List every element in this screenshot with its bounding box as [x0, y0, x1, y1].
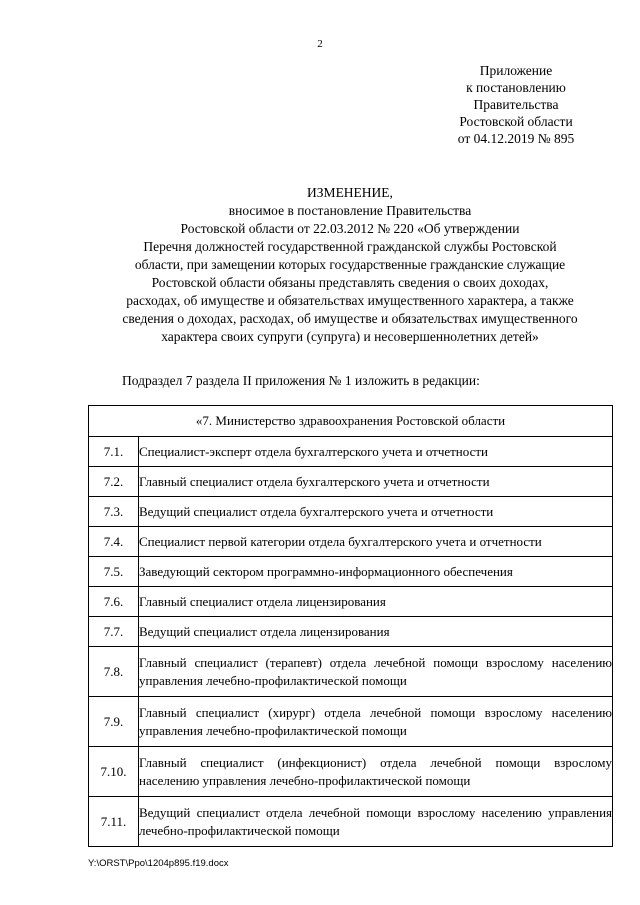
document-title — [90, 184, 610, 346]
appendix-line: от 04.12.2019 № 895 — [457, 131, 575, 146]
row-number: 7.11. — [89, 797, 139, 847]
table-row — [89, 467, 613, 497]
row-number: 7.1. — [89, 437, 139, 467]
row-number: 7.10. — [89, 747, 139, 797]
table-header-row — [89, 406, 613, 437]
title-line: Перечня должностей государственной гражданской службы Ростовской — [143, 239, 557, 254]
row-number: 7.4. — [89, 527, 139, 557]
appendix-block — [446, 62, 586, 147]
title-line: расходах, об имуществе и обязательствах имущественного характера, а также — [126, 293, 574, 308]
table-row — [89, 617, 613, 647]
row-number: 7.7. — [89, 617, 139, 647]
title-line: сведения о доходах, расходах, об имуществе и обязательствах имущественного — [122, 311, 578, 326]
title-line: характера своих супруги (супруга) и несовершеннолетних детей» — [161, 329, 539, 344]
row-text: Главный специалист отдела бухгалтерского учета и отчетности — [139, 467, 613, 497]
row-number: 7.5. — [89, 557, 139, 587]
appendix-line: Ростовской области — [459, 114, 573, 129]
intro-paragraph: Подраздел 7 раздела II приложения № 1 изложить в редакции: — [122, 373, 480, 388]
appendix-line: Приложение — [479, 63, 553, 78]
row-number: 7.2. — [89, 467, 139, 497]
table-row — [89, 497, 613, 527]
row-text: Ведущий специалист отдела лицензирования — [139, 617, 613, 647]
title-heading: ИЗМЕНЕНИЕ, — [307, 185, 393, 200]
title-line: Ростовской области от 22.03.2012 № 220 «Об утверждении — [180, 221, 520, 236]
row-text: Специалист-эксперт отдела бухгалтерского учета и отчетности — [139, 437, 613, 467]
table-row — [89, 437, 613, 467]
row-number: 7.9. — [89, 697, 139, 747]
title-line: области, при замещении которых государственные гражданские служащие — [134, 257, 566, 272]
row-text: Главный специалист (терапевт) отдела лечебной помощи взрослому населению управления лечебно-профилактической помощи — [139, 647, 613, 697]
row-number: 7.3. — [89, 497, 139, 527]
appendix-line: Правительства — [473, 97, 559, 112]
page-number: 2 — [317, 38, 323, 50]
row-text: Главный специалист (хирург) отдела лечебной помощи взрослому населению управления лечебно-профилактической помощи — [139, 697, 613, 747]
table-row — [89, 747, 613, 797]
row-text: Главный специалист (инфекционист) отдела лечебной помощи взрослому населению управления лечебно-профилактической помощи — [139, 747, 613, 797]
table-row — [89, 797, 613, 847]
table-row — [89, 697, 613, 747]
positions-table — [88, 405, 613, 847]
row-text: Ведущий специалист отдела лечебной помощи взрослому населению управления лечебно-профилактической помощи — [139, 797, 613, 847]
row-number: 7.8. — [89, 647, 139, 697]
row-number: 7.6. — [89, 587, 139, 617]
table-header: «7. Министерство здравоохранения Ростовской области — [89, 406, 613, 437]
title-line: Ростовской области обязаны представлять сведения о своих доходах, — [151, 275, 549, 290]
row-text: Главный специалист отдела лицензирования — [139, 587, 613, 617]
table-row — [89, 587, 613, 617]
row-text: Ведущий специалист отдела бухгалтерского учета и отчетности — [139, 497, 613, 527]
table-row — [89, 557, 613, 587]
row-text: Заведующий сектором программно-информационного обеспечения — [139, 557, 613, 587]
table-row — [89, 647, 613, 697]
file-path-footer: Y:\ORST\Ppo\1204p895.f19.docx — [88, 858, 229, 869]
row-text: Специалист первой категории отдела бухгалтерского учета и отчетности — [139, 527, 613, 557]
title-line: вносимое в постановление Правительства — [228, 203, 472, 218]
appendix-line: к постановлению — [466, 80, 566, 95]
table-row — [89, 527, 613, 557]
